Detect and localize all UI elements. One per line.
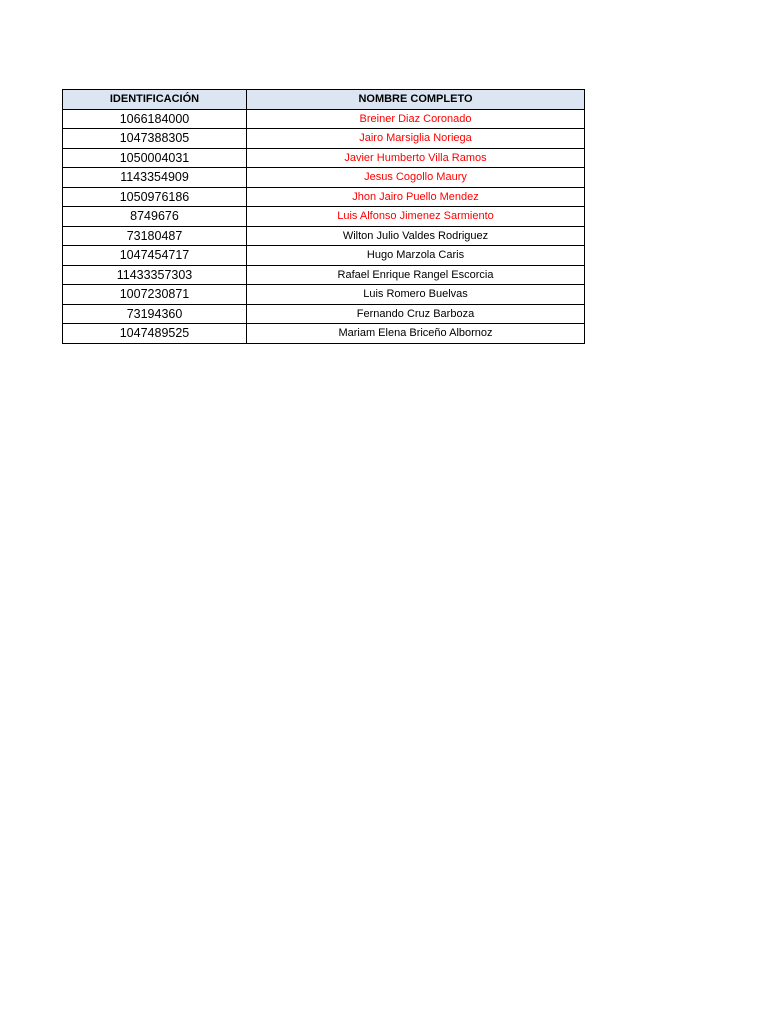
name-cell[interactable]: Luis Romero Buelvas: [247, 285, 585, 305]
table-row: [63, 168, 585, 188]
name-cell[interactable]: Jairo Marsiglia Noriega: [247, 129, 585, 149]
id-cell[interactable]: 1050004031: [63, 148, 247, 168]
name-cell[interactable]: Fernando Cruz Barboza: [247, 304, 585, 324]
name-cell[interactable]: Jhon Jairo Puello Mendez: [247, 187, 585, 207]
id-cell[interactable]: 73194360: [63, 304, 247, 324]
id-cell[interactable]: 1050976186: [63, 187, 247, 207]
name-cell[interactable]: Javier Humberto Villa Ramos: [247, 148, 585, 168]
id-cell[interactable]: 1007230871: [63, 285, 247, 305]
id-cell[interactable]: 1047454717: [63, 246, 247, 266]
table-body: [63, 109, 585, 343]
id-cell[interactable]: 73180487: [63, 226, 247, 246]
data-table: [62, 89, 585, 344]
table-row: [63, 324, 585, 344]
table-row: [63, 187, 585, 207]
table-row: [63, 304, 585, 324]
name-cell[interactable]: Breiner Diaz Coronado: [247, 109, 585, 129]
name-cell[interactable]: Hugo Marzola Caris: [247, 246, 585, 266]
table-row: [63, 207, 585, 227]
id-cell[interactable]: 1066184000: [63, 109, 247, 129]
id-cell[interactable]: 1047388305: [63, 129, 247, 149]
id-cell[interactable]: 1047489525: [63, 324, 247, 344]
id-cell[interactable]: 11433357303: [63, 265, 247, 285]
name-cell[interactable]: Luis Alfonso Jimenez Sarmiento: [247, 207, 585, 227]
name-cell[interactable]: Wilton Julio Valdes Rodriguez: [247, 226, 585, 246]
name-cell[interactable]: Mariam Elena Briceño Albornoz: [247, 324, 585, 344]
table-row: [63, 246, 585, 266]
table-row: [63, 109, 585, 129]
table-row: [63, 285, 585, 305]
table-row: [63, 129, 585, 149]
spreadsheet-area: [62, 89, 584, 344]
table-row: [63, 265, 585, 285]
table-row: [63, 148, 585, 168]
id-cell[interactable]: 8749676: [63, 207, 247, 227]
name-cell[interactable]: Rafael Enrique Rangel Escorcia: [247, 265, 585, 285]
name-cell[interactable]: Jesus Cogollo Maury: [247, 168, 585, 188]
header-row: [63, 90, 585, 110]
id-cell[interactable]: 1143354909: [63, 168, 247, 188]
header-nombre-completo[interactable]: NOMBRE COMPLETO: [247, 90, 585, 110]
table-row: [63, 226, 585, 246]
header-identificacion[interactable]: IDENTIFICACIÓN: [63, 90, 247, 110]
